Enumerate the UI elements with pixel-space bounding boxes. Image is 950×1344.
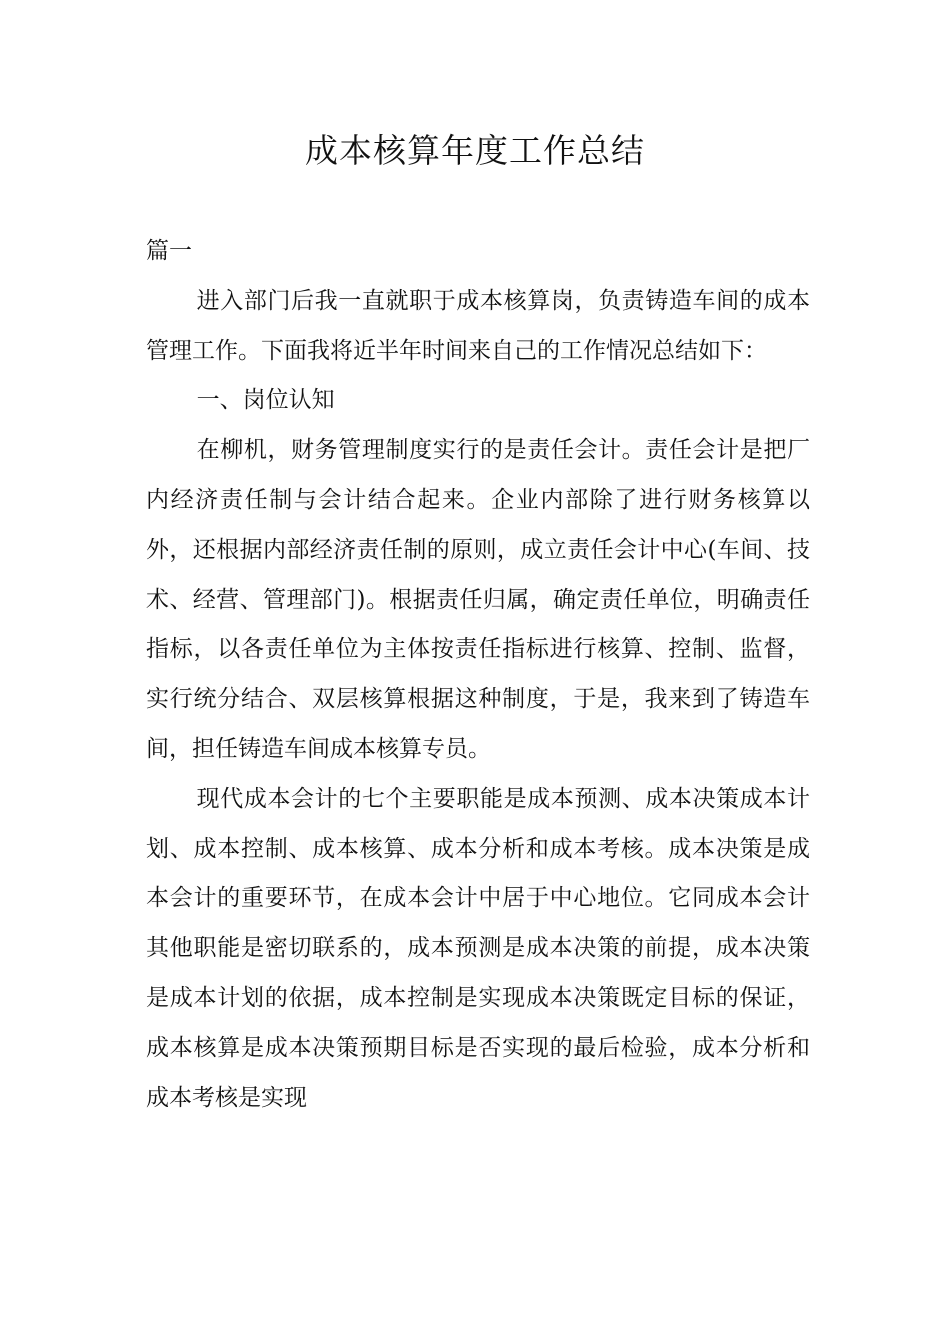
paragraph-intro: 进入部门后我一直就职于成本核算岗，负责铸造车间的成本管理工作。下面我将近半年时间来自己的工作情况总结如下： bbox=[146, 287, 810, 364]
document-body bbox=[146, 227, 810, 1123]
paragraph-cost-accounting-functions: 现代成本会计的七个主要职能是成本预测、成本决策成本计划、成本控制、成本核算、成本分析和成本考核。成本决策是成本会计的重要环节，在成本会计中居于中心地位。它同成本会计其他职能是密切联系的，成本预测是成本决策的前提，成本决策是成本计划的依据，成本控制是实现成本决策既定目标的保证，成本核算是成本决策预期目标是否实现的最后检验，成本分析和成本考核是实现 bbox=[146, 785, 810, 1111]
document-title: 成本核算年度工作总结 bbox=[305, 131, 645, 170]
paragraph-responsibility-accounting: 在柳机，财务管理制度实行的是责任会计。责任会计是把厂内经济责任制与会计结合起来。企业内部除了进行财务核算以外，还根据内部经济责任制的原则，成立责任会计中心(车间、技术、经营、管理部门)。根据责任归属，确定责任单位，明确责任指标，以各责任单位为主体按责任指标进行核算、控制、监督，实行统分结合、双层核算根据这种制度，于是，我来到了铸造车间，担任铸造车间成本核算专员。 bbox=[146, 437, 810, 762]
section-heading: 一、岗位认知 bbox=[196, 387, 335, 414]
section-label: 篇一 bbox=[146, 238, 192, 264]
